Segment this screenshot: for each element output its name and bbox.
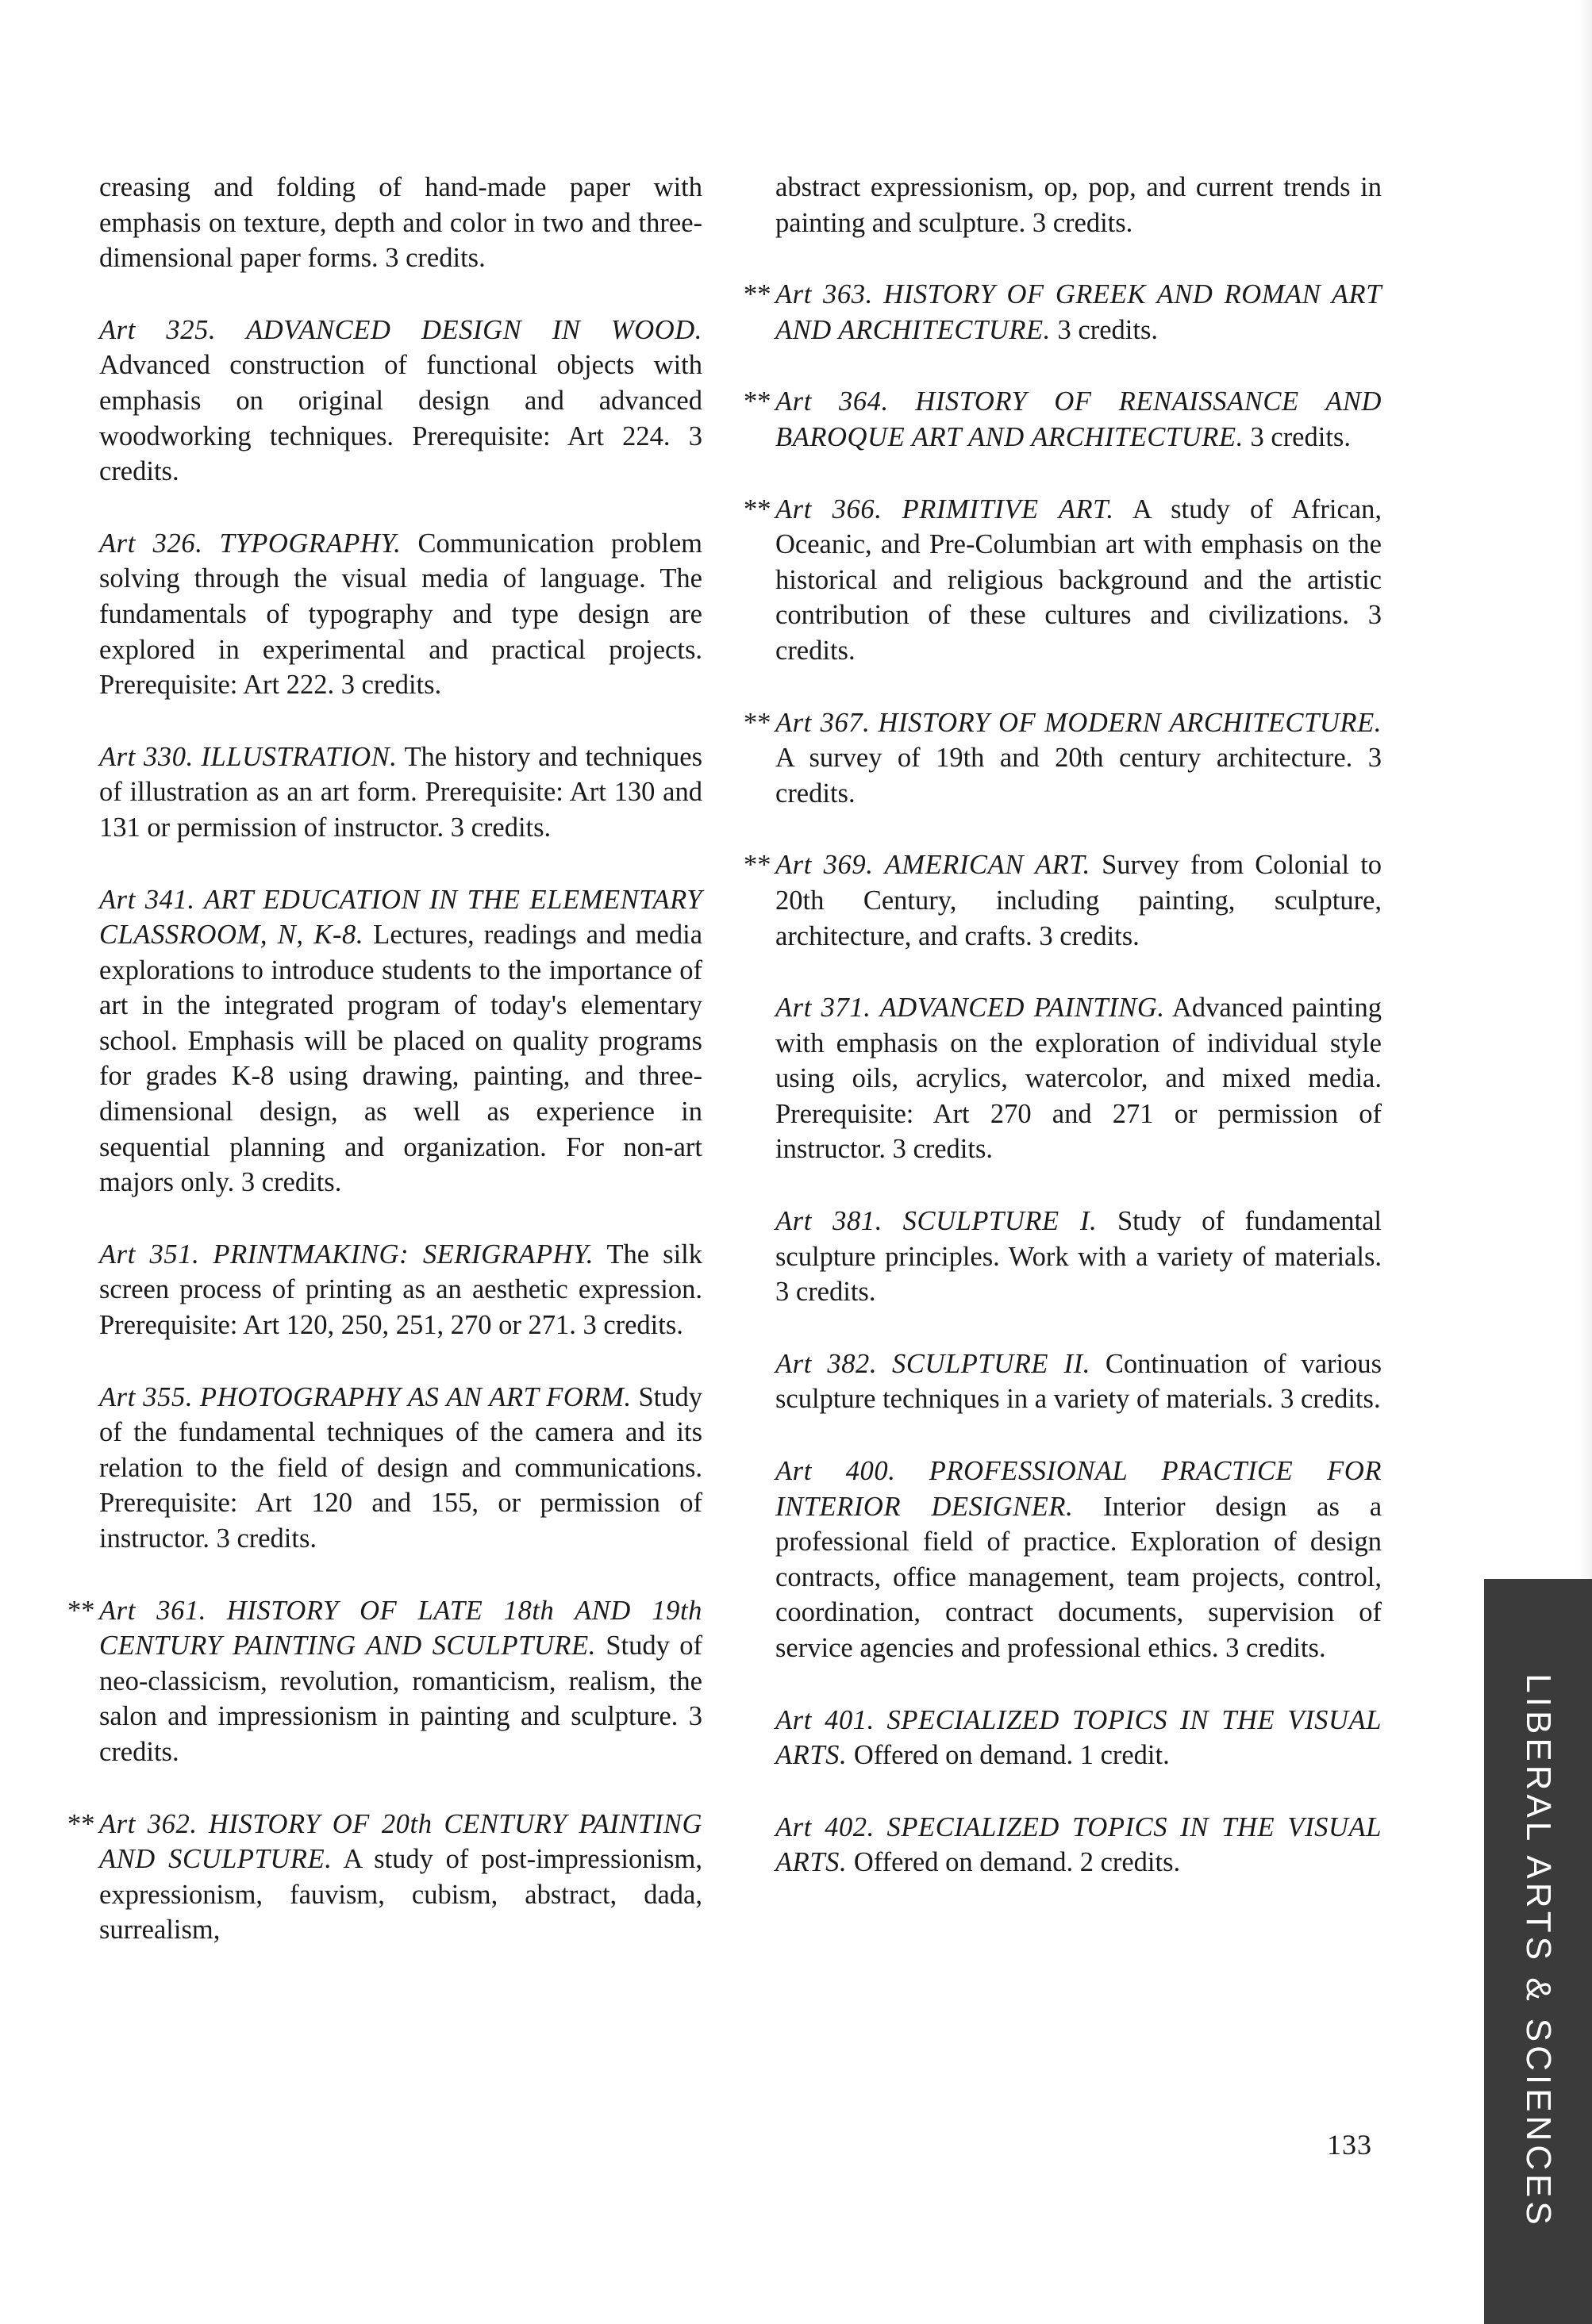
course-entry [775, 1346, 1382, 1417]
course-code: Art 382. [775, 1348, 878, 1379]
course-entry [67, 1807, 703, 1948]
course-description: Survey from Colonial to 20th Century, including painting, sculpture, architecture, and crafts. 3 credits. [775, 850, 1382, 951]
course-code: Art 330. [99, 741, 194, 772]
course-entry-continuation [775, 170, 1382, 240]
course-code: Art 326. [99, 528, 203, 559]
course-code: Art 361. [99, 1595, 207, 1626]
course-title: HISTORY OF GREEK AND ROMAN ART AND ARCHITECTURE. [775, 279, 1382, 345]
page-number: 133 [1327, 2129, 1372, 2161]
course-entry [99, 526, 702, 703]
course-entry [744, 492, 1382, 669]
course-description: Lectures, readings and media explorations to introduce students to the importance of art in the integrated program of today's elementary school. Emphasis will be placed on quality programs for grades K-8 using drawing, painting, and three-dimensional design, as well as experience in sequential planning and organization. For non-art majors only. 3 credits. [99, 920, 703, 1198]
course-description: creasing and folding of hand-made paper with emphasis on texture, depth and color in two and three-dimensional paper forms. 3 credits. [99, 172, 702, 274]
course-title: PROFESSIONAL PRACTICE FOR INTERIOR DESIGNER. [775, 1456, 1382, 1522]
course-entry [775, 1454, 1382, 1666]
section-tab-label: LIBERAL ARTS & SCIENCES [1519, 1673, 1558, 2229]
course-description: Advanced construction of functional objects with emphasis on original design and advanced woodworking techniques. Prerequisite: Art 224. 3 credits. [99, 350, 702, 487]
course-entry [99, 313, 702, 490]
course-description: Advanced painting with emphasis on the exploration of individual style using oils, acrylics, watercolor, and mixed media. Prerequisite: Art 270 and 271 or permission of instructor. 3 credits. [775, 993, 1382, 1165]
course-code: Art 364. [775, 386, 889, 417]
course-title: PHOTOGRAPHY AS AN ART FORM. [199, 1381, 632, 1412]
course-title: HISTORY OF MODERN ARCHITECTURE. [878, 707, 1382, 738]
double-asterisk-marker: ** [744, 386, 771, 417]
course-title: ADVANCED DESIGN IN WOOD. [246, 314, 703, 345]
course-title: HISTORY OF LATE 18th AND 19th CENTURY PAINTING AND SCULPTURE. [99, 1595, 703, 1661]
course-code: Art 341. [99, 884, 195, 915]
course-entry [99, 1237, 702, 1343]
course-entry [775, 1703, 1382, 1773]
course-description: abstract expressionism, op, pop, and current trends in painting and sculpture. 3 credits. [775, 172, 1382, 238]
course-entry [775, 990, 1382, 1167]
course-code: Art 402. [775, 1811, 875, 1842]
course-code: Art 371. [775, 993, 871, 1024]
course-description: 3 credits. [1250, 421, 1351, 452]
course-title: HISTORY OF 20th CENTURY PAINTING AND SCULPTURE. [99, 1808, 703, 1875]
course-code: Art 401. [775, 1704, 875, 1735]
course-description: Offered on demand. 1 credit. [853, 1740, 1170, 1771]
course-title: SCULPTURE I. [902, 1206, 1098, 1237]
course-description: A study of African, Oceanic, and Pre-Columbian art with emphasis on the historical and religious background and the artistic contribution of these cultures and civilizations. 3 credits. [775, 494, 1382, 666]
course-title: SPECIALIZED TOPICS IN THE VISUAL ARTS. [775, 1811, 1382, 1878]
course-title: HISTORY OF RENAISSANCE AND BAROQUE ART AND ARCHITECTURE. [775, 386, 1382, 452]
course-description: A study of post-impressionism, expressionism, fauvism, cubism, abstract, dada, surrealism, [99, 1844, 702, 1946]
course-description: Communication problem solving through the visual media of language. The fundamentals of typography and type design are explored in experimental and practical projects. Prerequisite: Art 222. 3 credits. [99, 528, 703, 701]
course-description: Study of the fundamental techniques of the camera and its relation to the field of design and communications. Prerequisite: Art 120 and 155, or permission of instructor. 3 credits. [99, 1381, 703, 1554]
course-entry [99, 882, 702, 1200]
course-entry [775, 1810, 1382, 1880]
double-asterisk-marker: ** [744, 850, 771, 881]
right-column [744, 170, 1382, 1917]
course-description: Study of fundamental sculpture principles. Work with a variety of materials. 3 credits. [775, 1206, 1382, 1308]
course-description: The silk screen process of printing as an aesthetic expression. Prerequisite: Art 120, 250, 251, 270 or 271. 3 credits. [99, 1239, 702, 1341]
course-title: SPECIALIZED TOPICS IN THE VISUAL ARTS. [775, 1704, 1382, 1771]
section-tab [1484, 1579, 1592, 2324]
course-entry [744, 705, 1382, 812]
course-code: Art 381. [775, 1206, 883, 1237]
course-entry [744, 847, 1382, 954]
course-code: Art 325. [99, 314, 217, 345]
course-description: 3 credits. [1057, 314, 1159, 345]
course-entry [67, 1593, 703, 1770]
course-code: Art 351. [99, 1239, 200, 1270]
course-entry [744, 277, 1382, 348]
double-asterisk-marker: ** [744, 707, 771, 738]
course-title: ART EDUCATION IN THE ELEMENTARY CLASSROOM, N, K-8. [99, 884, 703, 951]
course-code: Art 363. [775, 279, 873, 310]
course-description: Study of neo-classicism, revolution, romanticism, realism, the salon and impressionism in painting and sculpture. 3 credits. [99, 1631, 702, 1767]
double-asterisk-marker: ** [67, 1595, 95, 1626]
course-entry [99, 1380, 702, 1557]
course-title: PRIMITIVE ART. [902, 494, 1114, 524]
double-asterisk-marker: ** [67, 1808, 95, 1839]
page-edge-shadow [1579, 0, 1592, 1579]
course-title: PRINTMAKING: SERIGRAPHY. [213, 1239, 594, 1270]
course-entry-continuation [99, 170, 702, 276]
course-title: TYPOGRAPHY. [219, 528, 402, 559]
course-description: Interior design as a professional field of practice. Exploration of design contracts, office management, team projects, control, coordination, contract documents, supervision of service agencies and professional ethics. 3 credits. [775, 1491, 1382, 1663]
course-description: Offered on demand. 2 credits. [853, 1847, 1181, 1878]
course-description: A survey of 19th and 20th century architecture. 3 credits. [775, 743, 1382, 809]
course-title: AMERICAN ART. [884, 850, 1090, 881]
left-column [67, 170, 703, 1984]
course-title: ILLUSTRATION. [201, 741, 398, 772]
course-code: Art 355. [99, 1381, 194, 1412]
course-code: Art 369. [775, 850, 874, 881]
course-description: Continuation of various sculpture techniques in a variety of materials. 3 credits. [775, 1348, 1382, 1415]
course-title: ADVANCED PAINTING. [879, 993, 1165, 1024]
course-code: Art 366. [775, 494, 883, 524]
course-description: The history and techniques of illustration as an art form. Prerequisite: Art 130 and 131 or permission of instructor. 3 credits. [99, 741, 702, 843]
course-code: Art 367. [775, 707, 871, 738]
course-title: SCULPTURE II. [892, 1348, 1090, 1379]
course-code: Art 362. [99, 1808, 198, 1839]
double-asterisk-marker: ** [744, 279, 771, 310]
course-entry [99, 739, 702, 846]
double-asterisk-marker: ** [744, 494, 771, 524]
course-entry [775, 1204, 1382, 1310]
course-entry [744, 384, 1382, 455]
course-code: Art 400. [775, 1456, 896, 1487]
